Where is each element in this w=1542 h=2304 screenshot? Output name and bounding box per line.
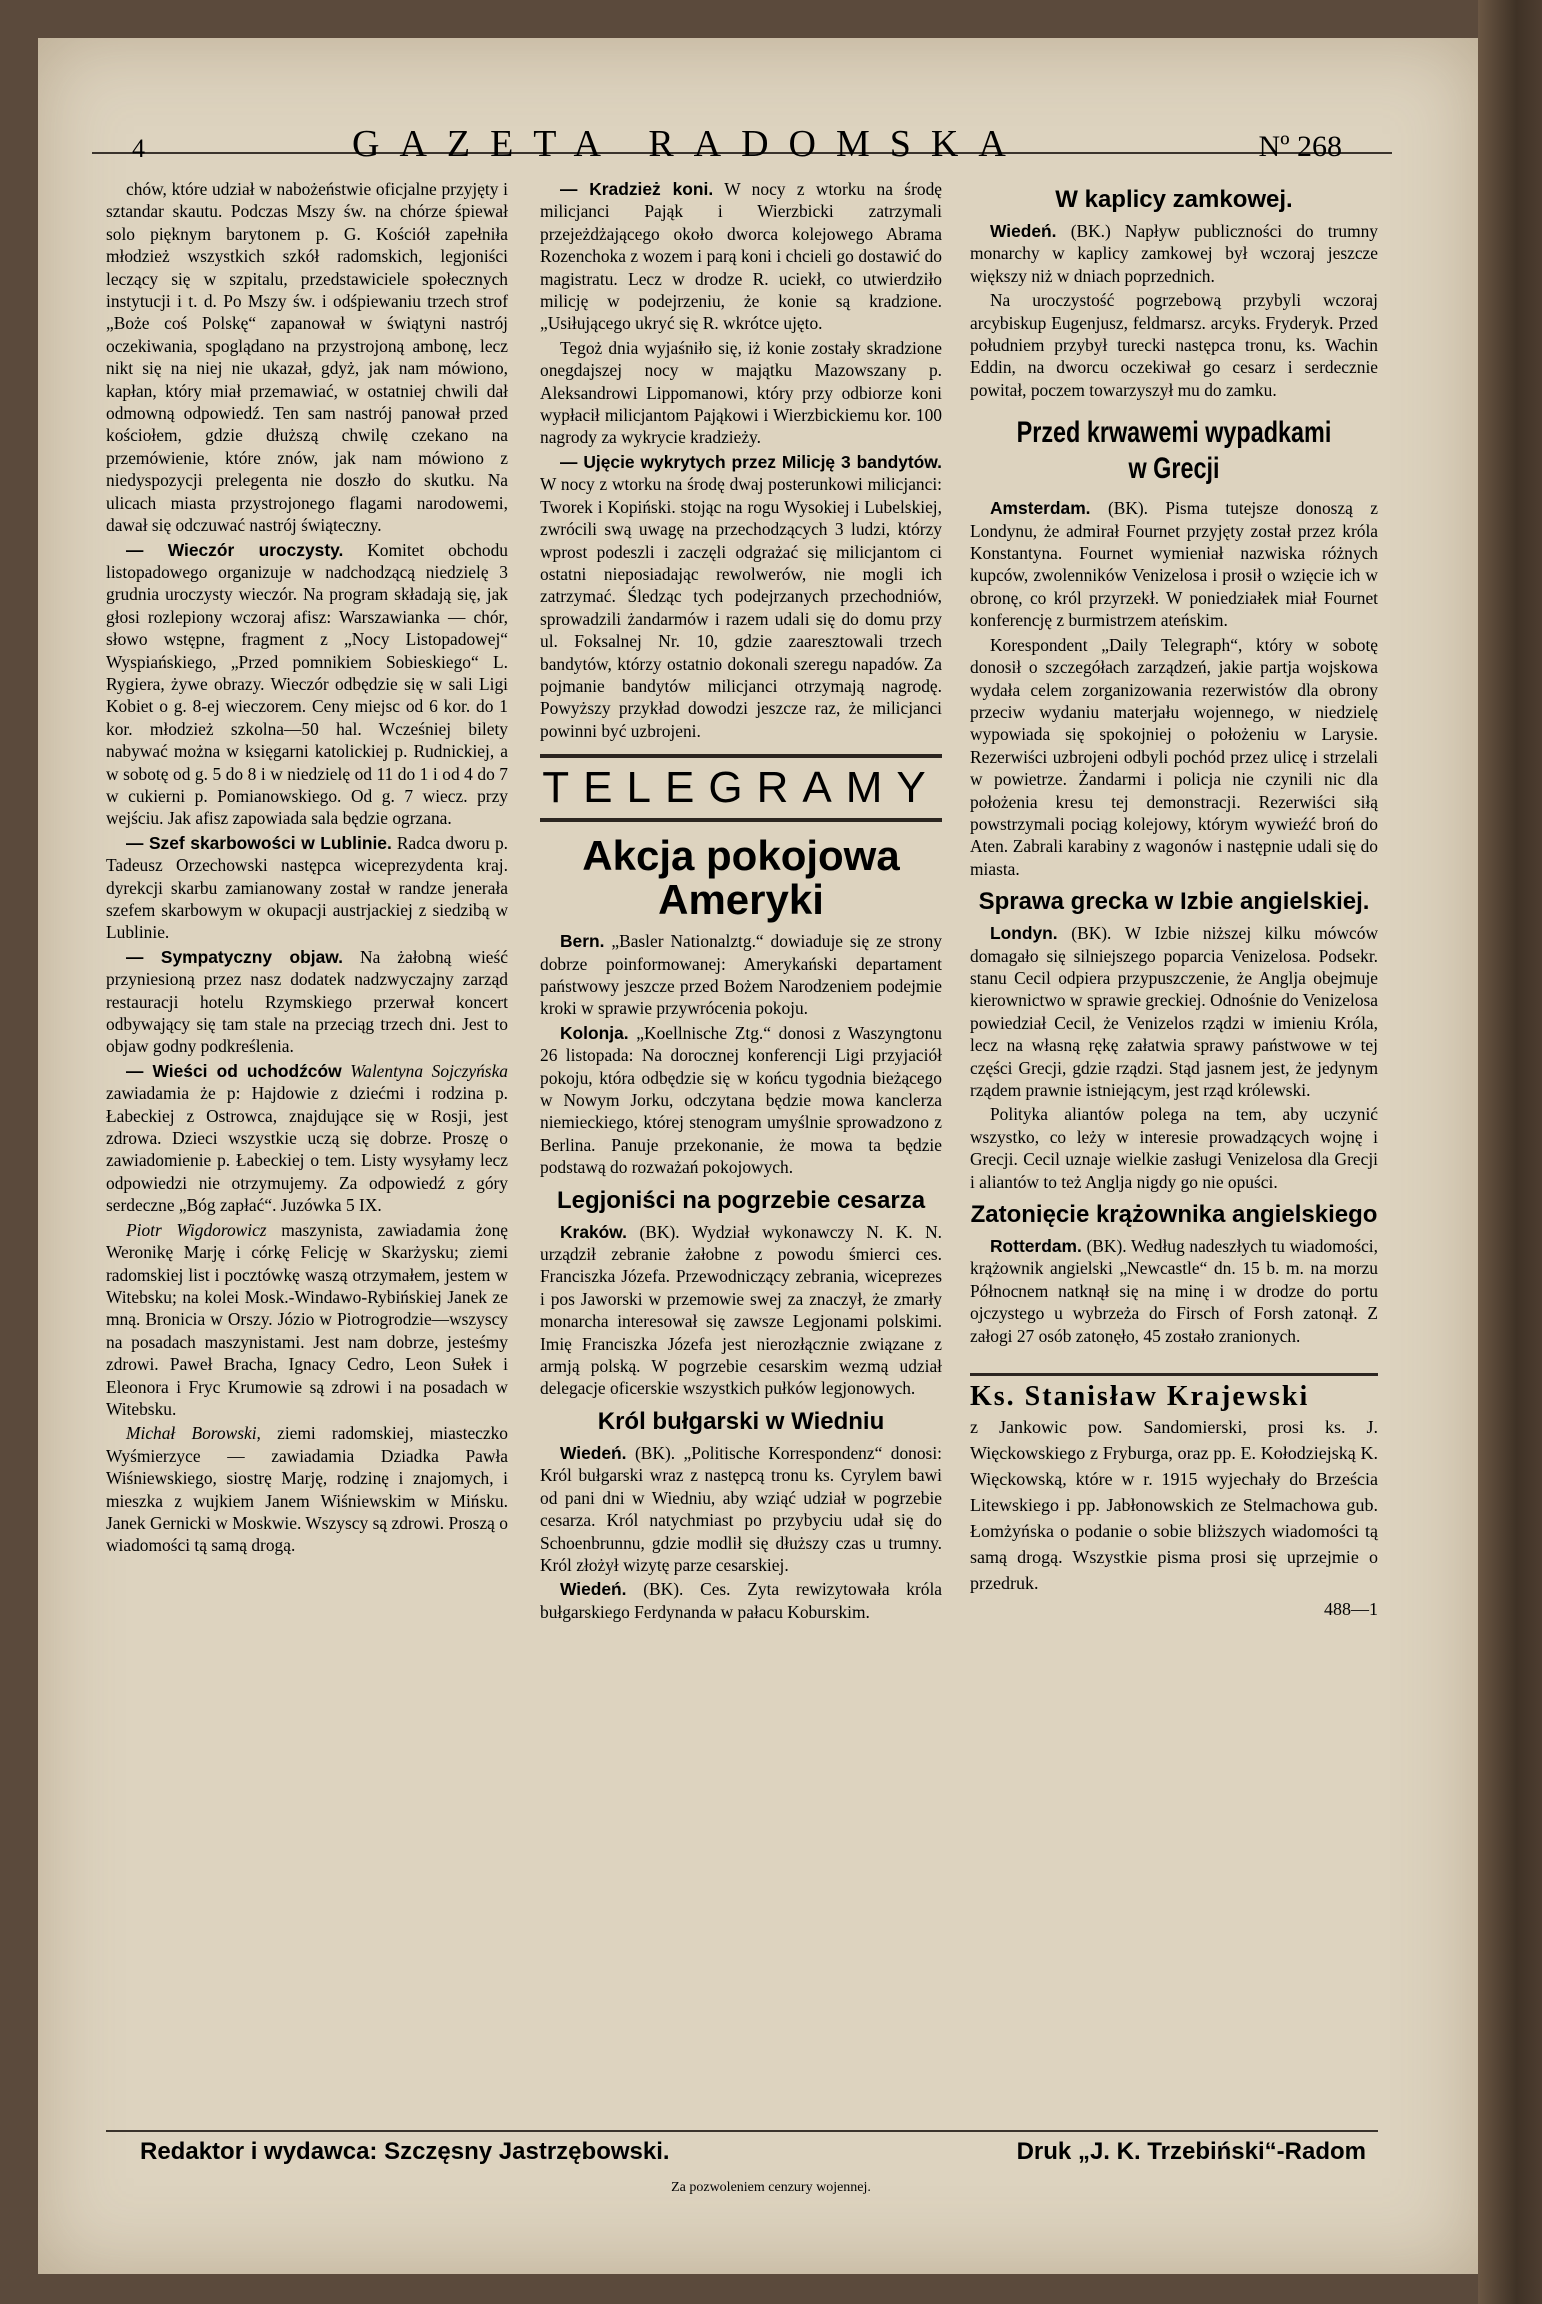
footer-printer: Druk „J. K. Trzebiński“-Radom: [1016, 2138, 1366, 2165]
dispatch-bern: [540, 930, 942, 1020]
article-text: Komitet obchodu listopadowego organizuje w nadchodzącą niedzielę 3 grudnia uroczysty wieczór. Na program składają się, jak głosi rozlepiony wczoraj afisz: Warszawianka — chór, słowo wstępne, fragment z „Nocy Listopadowej“ Wyspiańskiego, „Przed pomnikiem Sobieskiego“ L. Rygiera, żywe obrazy. Wieczór odbędzie się w sali Ligi Kobiet o g. 8-ej wieczorem. Ceny miejsc od 6 kor. do 1 kor. młodzież szkolna—50 hal. Wcześniej bilety nabywać można w księgarni katolickiej p. Rudnickiej, a w sobotę od g. 5 do 8 i w niedzielę od 11 do 1 i od 4 do 7 w cukierni p. Pomianowskiego. Od g. 7 wiecz. przy wejściu. Jak afisz zapowiada sala będzie ogrzana.: [106, 539, 508, 829]
article-text: W nocy z wtorku na środę dwaj posterunkowi milicjanci: Tworek i Kopiński. stojąc na rogu Wysokiej i Lubelskiej, zwrócili swą uwagę na przechodzących 3 ludzi, którzy wprost podeszli i zaczęli odgrażać się milicjantom ci ostatni nieposiadając rewolwerów, nie mogli ich zatrzymać. Śledząc tych podejrzanych przechodniów, sprowadzili żandarmów i razem udali się do domu przy ul. Foksalnej Nr. 10, gdzie zaaresztowali trzech bandytów, którzy ostatnio dokonali szeregu napadów. Za pojmanie bandytów milicjanci otrzymają nagrodę. Powyższy przykład dowodzi jeszcze raz, że milicjanci powinni być uzbrojeni.: [540, 474, 942, 741]
dispatch-place: Wiedeń.: [990, 221, 1057, 241]
ad-code: 488—1: [1324, 1599, 1378, 1620]
article-title: — Wieści od uchodźców: [126, 1060, 342, 1081]
article-wiesci: [106, 1060, 508, 1217]
masthead-title: GAZETA RADOMSKA: [352, 123, 1026, 165]
footer-editor: Redaktor i wydawca: Szczęsny Jastrzębowski.: [140, 2138, 670, 2165]
headline-grecja: Przed krwawemi wypadkami w Grecji: [1016, 416, 1332, 486]
article-text: Radca dworu p. Tadeusz Orzechowski następca wiceprezydenta kraj. dyrekcji skarbu zamianowany został w randze jenerała szefem skarbowym w okupacji austrjackiej z siedzibą w Lublinie.: [106, 832, 508, 943]
dispatch-text: (BK). „Politische Korrespondenz“ donosi: Król bułgarski wraz z następcą tronu ks. Cyrylem bawi od pani dni w Wiedniu, aby wziąć udział w pogrzebie cesarza. Król natychmiast po przybyciu udał się do Schoenbrunnu, gdzie modlił się dłuższy czas u trumny. Król złożył wizytę parze cesarskiej.: [540, 1442, 942, 1575]
person-name: Piotr Wigdorowicz: [126, 1219, 267, 1240]
dispatch-krakow: [540, 1221, 942, 1400]
article-title: — Ujęcie wykrytych przez Milicję 3 bandytów.: [560, 451, 942, 472]
page-binding: [1478, 0, 1542, 2304]
article-title: — Sympatyczny objaw.: [126, 946, 343, 967]
article-sympatyczny: [106, 946, 508, 1058]
headline-akcja: Akcja pokojowa Ameryki: [582, 832, 900, 924]
column-2: [540, 178, 942, 1623]
article-tegoz: Tegoż dnia wyjaśniło się, iż konie zostały skradzione onegdajszej nocy w majątku Mazowszany p. Aleksandrowi Lippomanowi, który przy odbiorze koni wypłacił milicjantom Pająkowi i Wierzbickiemu kor. 100 nagrody za wykrycie kradzieży.: [540, 337, 942, 448]
article-continued: chów, które udział w nabożeństwie oficjalne przyjęty i sztandar skautu. Podczas Mszy św. na chórze śpiewał solo pięknym barytonem p. G. Kościół zapełniła młodzież wszystkich szkół radomskich, legjoniści leczący się w szpitalu, przedstawiciele społecznych instytucji i t. d. Po Mszy św. i odśpiewaniu trzech strof „Boże coś Polskę“ zapanował w świątyni nastrój oczekiwania, spoglądano na przystrojoną ambonę, lecz nikt się na niej nie ukazał, gdyż, jak nam mówiono, kapłan, który miał przemawiać, w ostatniej chwili dał odmowną odpowiedź. Ten sam nastrój panował przed kościołem, gdzie dłuższą chwilę czekano na przemówienie, które znów, jak nam mówiono z niedyspozycji prelegenta nie doszło do skutku. Na ulicach miasta przystrojonego flagami narodowemi, dawał się odczuwać nastrój świąteczny.: [106, 179, 508, 536]
dispatch-text: (BK). Wydział wykonawczy N. K. N. urządził zebranie żałobne z powodu śmierci ces. Franciszka Józefa. Przewodniczący zebrania, wiceprezes i pos Jaworski w przemowie swej za znaczył, że zmarły monarcha interesował się zawsze Legjonami polskimi. Imię Franciszka Józefa jest nierozłącznie związane z armją polską. W pogrzebie cesarskim wezmą udział delegacje oficerskie wszystkich pułków legjonowych.: [540, 1221, 942, 1399]
classified-ad: [970, 1373, 1378, 1622]
dispatch-text: (BK.) Napływ publiczności do trumny monarchy w kaplicy zamkowej był wczoraj jeszcze większy niż w dniach poprzednich.: [970, 221, 1378, 286]
ad-title: Ks. Stanisław Krajewski: [970, 1381, 1310, 1413]
article-title: — Wieczór uroczysty.: [126, 539, 344, 560]
issue-number: Nº 268: [1258, 130, 1342, 163]
column-3: [970, 178, 1378, 1622]
telegramy-section-header: TELEGRAMY: [540, 754, 942, 822]
dispatch-place: Londyn.: [990, 923, 1058, 944]
column-1: [106, 178, 508, 1557]
dispatch-place: Wiedeń.: [560, 1579, 627, 1600]
dispatch-wieden-2: [540, 1578, 942, 1623]
notice-text: ziemi radomskiej, miasteczko Wyśmierzyce — zawiadamia Dziadka Pawła Wiśniewskiego, siostrę Marję, rodzinę i znajomych, i mieszka z wujkiem Janem Wiśniewskim w Mińsku. Janek Gernicki w Moskwie. Wszyscy są zdrowi. Proszą o wiadomości tą samą drogą.: [106, 1423, 508, 1556]
dispatch-amsterdam-2: Korespondent „Daily Telegraph“, który w sobotę donosił o szczegółach zarządzeń, jakie partja wojskowa wydała celem zorganizowania rezerwistów dla obrony przeciw wydaniu materjału wojennego, w niedzielę wypowiada się spokojniej o położeniu w Larysie. Rezerwiści uzbrojeni odbyli pochód przez ulicę i strzelali w powietrze. Żandarmi i policja nie czynili nic dla położenia kresu tej demonstracji. Rezerwiści siłą powstrzymali pociąg kolejowy, którym wywieźć broń do Aten. Zabrali karabiny z wagonów i następnie udali się do miasta.: [970, 634, 1378, 879]
dispatch-place: Kraków.: [560, 1221, 628, 1242]
dispatch-place: Kolonja.: [560, 1022, 629, 1043]
dispatch-londyn: [970, 922, 1378, 1101]
article-wieczor: [106, 539, 508, 830]
article-szef: [106, 832, 508, 944]
notice-text: maszynista, zawiadamia żonę Weronikę Marję i córkę Felicję w Skarżysku; ziemi radomskiej list i pocztówkę waszą otrzymałem, jestem w Witebsku; na kolei Mosk.-Windawo-Rybińskiej Janek ze mną. Bronicia w Orszy. Józio w Piotrogrodzie—wszyscy na posadach maszynistami. Jest nam dobrze, jesteśmy zdrowi. Paweł Bracha, Ignacy Cedro, Leon Sułek i Eleonora i Fryc Krumowie są zdrowi i na posadach w Witebsku.: [106, 1219, 508, 1419]
page-number: 4: [132, 134, 145, 163]
notice-borowski: [106, 1422, 508, 1556]
dispatch-text: (BK). W Izbie niższej kilku mówców domagało się silniejszego poparcia Venizelosa. Podsekr. stanu Cecil odpiera przypuszczenie, że Anglja obejmuje kierownictwo w sprawie greckiej. Odnośnie do Venizelosa powiedział Cecil, że Venizelos rządzi w imieniu Króla, lecz na własną rękę załatwia sprawy państwowe w tej części Grecji, gdzie rządzi. Stąd jasnem jest, że jedynym rządem prawnie istniejącym, jest rząd królewski.: [970, 923, 1379, 1100]
article-kradziez: [540, 178, 942, 335]
dispatch-place: Rotterdam.: [990, 1236, 1082, 1257]
headline-zatoniecie: Zatonięcie krążownika angielskiego: [970, 1201, 1378, 1229]
article-title: — Szef skarbowości w Lublinie.: [126, 832, 392, 853]
person-name: Walentyna Sojczyńska: [350, 1060, 508, 1081]
headline-kaplica: W kaplicy zamkowej.: [1055, 186, 1293, 213]
dispatch-amsterdam: [970, 497, 1378, 631]
article-ujecie: [540, 451, 942, 742]
headline-legjonisci: Legjoniści na pogrzebie cesarza: [556, 1186, 926, 1214]
page-header: [92, 100, 1392, 165]
headline-krol: Król bułgarski w Wiedniu: [597, 1407, 885, 1435]
notice-wigdorowicz: [106, 1219, 508, 1421]
dispatch-text: „Koellnische Ztg.“ donosi z Waszyngtonu 26 listopada: Na dorocznej konferencji Ligi przyjaciół pokoju, która odbędzie się w końcu tygodnia bieżącego w Nowym Jorku, odczytana będzie mowa kanclerza niemieckiego, której stenogram umyślnie sprowadzono z Berlina. Panuje przekonanie, że mowa ta będzie podstawą do rozważań pokojowych.: [540, 1022, 943, 1178]
footer-censorship: Za pozwoleniem cenzury wojennej.: [671, 2180, 871, 2195]
dispatch-londyn-2: Polityka aliantów polega na tem, aby uczynić wszystko, co leży w interesie prowadzących wojnę i Grecji. Cecil uznaje wielkie zasługi Venizelosa dla Grecji i aliantów to też Anglja nigdy go nie opuści.: [970, 1104, 1378, 1192]
dispatch-place: Wiedeń.: [560, 1442, 627, 1463]
footer-divider: [106, 2130, 1378, 2132]
ad-text: z Jankowic pow. Sandomierski, prosi ks. J. Więckowskiego z Fryburga, oraz pp. E. Kołodziejską K. Więckowską, które w r. 1915 wyjechały do Brześcia Litewskiego i pp. Jabłonowskich ze Stelmachowa gub. Łomżyńska o podanie o sobie bliższych wiadomości tą samą drogą. Wszystkie pisma prosi się uprzejmie o przedruk.: [970, 1417, 1378, 1594]
headline-izba: Sprawa grecka w Izbie angielskiej.: [978, 888, 1370, 916]
dispatch-text: (BK). Według nadeszłych tu wiadomości, krążownik angielski „Newcastle“ dn. 15 b. m. na morzu Północnem natknął się na minę i w drodze do portu ojczystego u wybrzeża do Firsch of Forsh zatonął. Z załogi 27 osób zatonęło, 45 zostało zranionych.: [970, 1236, 1378, 1346]
dispatch-text: „Basler Nationalztg.“ dowiaduje się ze strony dobrze poinformowanej: Amerykański departament państwowy jeszcze przed Bożem Narodzeniem podejmie kroki w sprawie przywrócenia pokoju.: [540, 931, 942, 1019]
dispatch-place: Bern.: [560, 931, 605, 952]
dispatch-text: (BK). Pisma tutejsze donoszą z Londynu, że admirał Fournet przyjęty został przez króla Konstantyna. Fournet wymieniał nazwiska różnych kupców, zwolenników Venizelosa i prosił o wzięcie ich w obronę, co król przyrzekł. W poniedziałek miał Fournet konferencję z burmistrzem ateńskim.: [970, 498, 1378, 631]
article-text: Na żałobną wieść przyniesioną przez nasz dodatek nadzwyczajny zarząd restauracji hotelu Rzymskiego przerwał koncert odbywający się tam stale na przeciąg trzech dni. Jest to objaw godny podkreślenia.: [106, 946, 508, 1057]
article-title: — Kradzież koni.: [560, 179, 714, 199]
person-name: Michał Borowski,: [126, 1423, 261, 1444]
article-text: W nocy z wtorku na środę milicjanci Pająk i Wierzbicki zatrzymali przejeżdżającego około dworca kolejowego Abrama Rozenchoka z wozem i parą koni i chcieli go dostawić do magistratu. Lecz w drodze R. uciekł, co utwierdziło milicję w podejrzeniu, że konie są kradzione. „Usiłującego ukryć się R. wkrótce ujęto.: [540, 179, 942, 334]
dispatch-wieden: [540, 1442, 942, 1576]
dispatch-rotterdam: [970, 1235, 1378, 1347]
dispatch-place: Amsterdam.: [990, 498, 1091, 519]
dispatch-text: (BK). Ces. Zyta rewizytowała króla bułgarskiego Ferdynanda w pałacu Koburskim.: [540, 1579, 942, 1622]
article-text: zawiadamia że p: Hajdowie z dziećmi i rodzina p. Łabeckiej z Ostrowca, znajdujące się w Rosji, jest zdrowa. Dzieci wszystkie uczą się dobrze. Proszę o zawiadomienie p. Łabeckiej o tem. Listy wysyłamy lecz odpowiedzi nie otrzymujemy. Za odpowiedź z góry serdeczne „Bóg zapłać“. Juzówka 5 IX.: [106, 1083, 508, 1216]
dispatch-kaplica: [970, 220, 1378, 287]
dispatch-kaplica-2: Na uroczystość pogrzebową przybyli wczoraj arcybiskup Eugenjusz, feldmarsz. arcyks. Fryderyk. Przed południem przybył turecki następca tronu, ks. Wachin Eddin, na dworcu oczekiwał go cesarz i serdecznie powitał, poczem towarzyszył mu do zamku.: [970, 290, 1378, 400]
dispatch-kolonja: [540, 1022, 942, 1179]
